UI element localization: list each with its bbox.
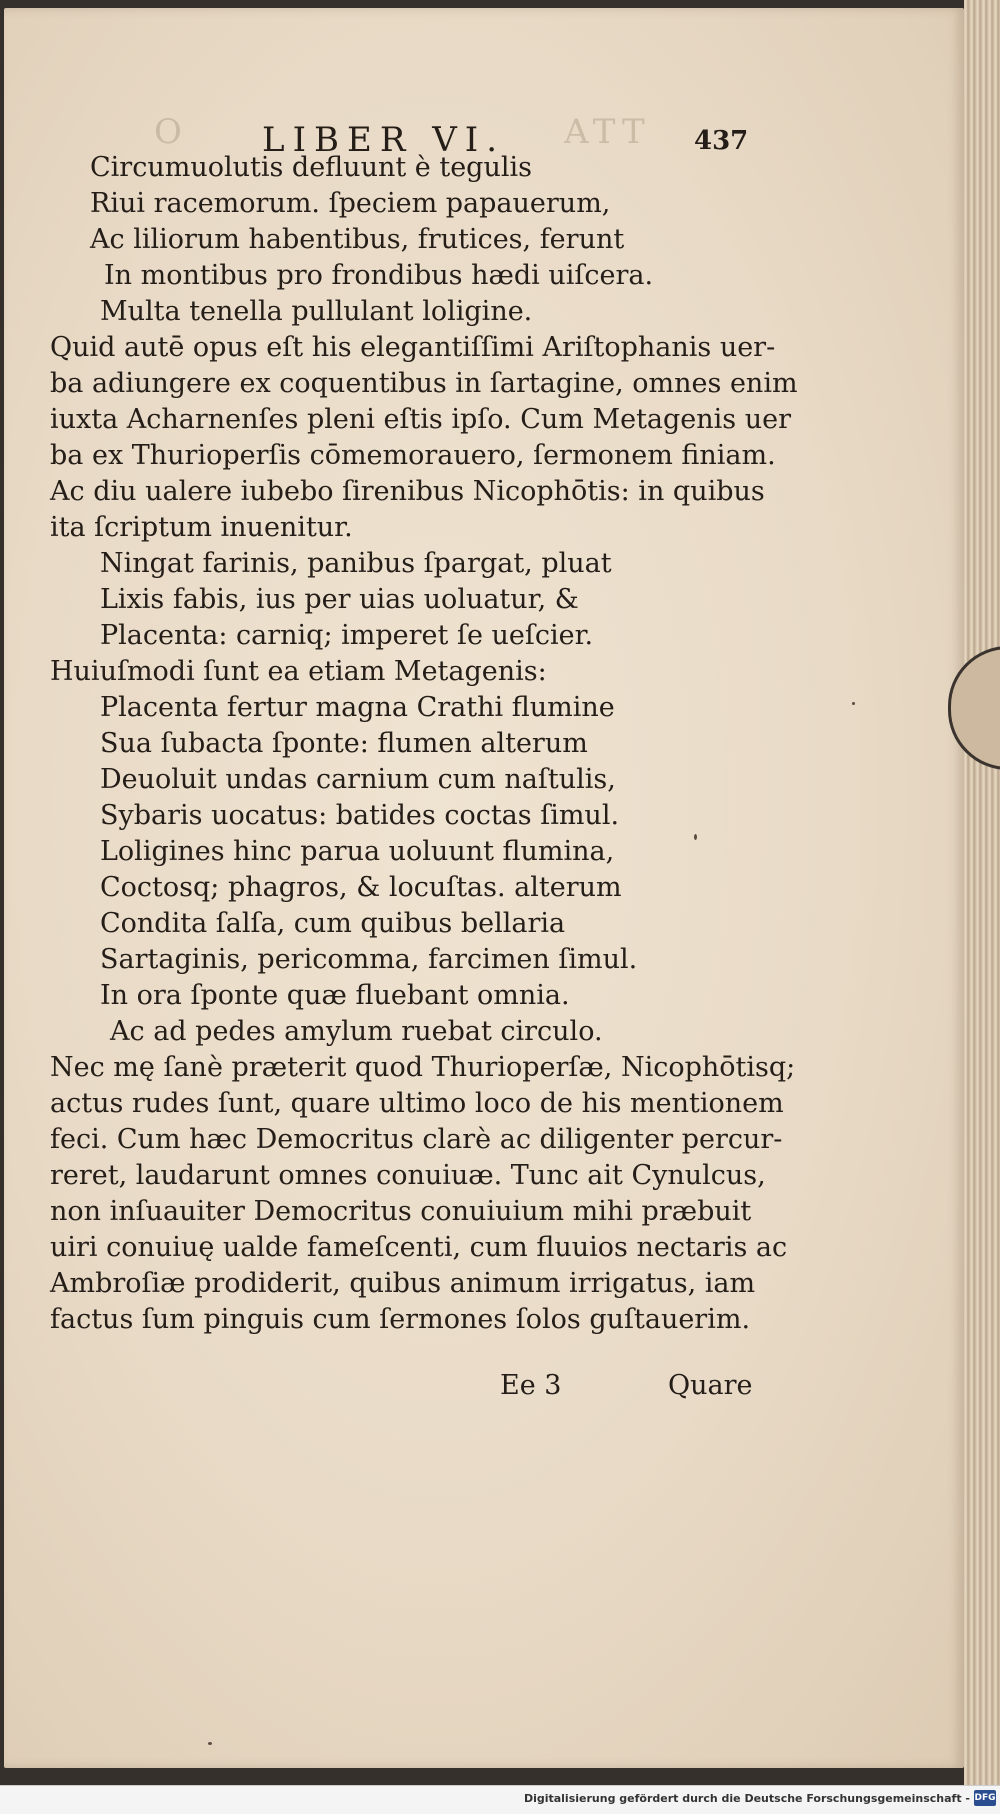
ink-speck xyxy=(852,702,855,705)
dfg-logo-icon: DFG xyxy=(974,1790,996,1806)
text-line: Ac diu ualere iubebo ſirenibus Nicophōtis: in quibus xyxy=(50,476,765,507)
text-line: Multa tenella pullulant loligine. xyxy=(100,296,533,327)
text-line: Deuoluit undas carnium cum naſtulis, xyxy=(100,764,616,795)
digitization-credit: Digitalisierung gefördert durch die Deutsche Forschungsgemeinschaft - xyxy=(523,1792,970,1805)
text-line: ba adiungere ex coquentibus in ſartagine, omnes enim xyxy=(50,368,798,399)
running-head: LIBER VI. xyxy=(262,120,506,160)
text-line: non inſuauiter Democritus conuiuium mihi præbuit xyxy=(50,1196,752,1227)
bleed-through-mark: O xyxy=(154,112,188,152)
digitization-credit-bar xyxy=(0,1785,1000,1814)
text-line: factus ſum pinguis cum ſermones ſolos guſtauerim. xyxy=(50,1304,751,1335)
text-line: feci. Cum hæc Democritus clarè ac diligenter percur- xyxy=(50,1124,783,1155)
text-line: Ac ad pedes amylum ruebat circulo. xyxy=(110,1016,603,1047)
text-line: Sartaginis, pericomma, farcimen ſimul. xyxy=(100,944,638,975)
text-line: Nec mę ſanè præterit quod Thurioperſæ, Nicophōtisq; xyxy=(50,1052,796,1083)
text-line: Huiuſmodi ſunt ea etiam Metagenis: xyxy=(50,656,547,687)
text-line: Ambroſiæ prodiderit, quibus animum irrigatus, iam xyxy=(50,1268,756,1299)
text-line: uiri conuiuę ualde fameſcenti, cum fluuios nectaris ac xyxy=(50,1232,788,1263)
text-line: Riui racemorum. ſpeciem papauerum, xyxy=(90,188,611,219)
text-line: Circumuolutis defluunt è tegulis xyxy=(90,152,532,183)
text-line: Quid autē opus eſt his elegantiſſimi Ariſtophanis uer- xyxy=(50,332,776,363)
text-line: ita ſcriptum inuenitur. xyxy=(50,512,353,543)
text-line: Sybaris uocatus: batides coctas ſimul. xyxy=(100,800,620,831)
text-line: In ora ſponte quæ fluebant omnia. xyxy=(100,980,570,1011)
text-line: iuxta Acharnenſes pleni eſtis ipſo. Cum Metagenis uer xyxy=(50,404,792,435)
text-line: Placenta fertur magna Crathi flumine xyxy=(100,692,615,723)
text-line: Lixis fabis, ius per uias uoluatur, & xyxy=(100,584,579,615)
signature-mark: Ee 3 xyxy=(500,1370,562,1401)
text-line: Ac liliorum habentibus, frutices, ferunt xyxy=(90,224,625,255)
text-line: Placenta: carniq; imperet ſe ueſcier. xyxy=(100,620,594,651)
text-line: In montibus pro frondibus hædi uiſcera. xyxy=(104,260,654,291)
text-line: actus rudes ſunt, quare ultimo loco de his mentionem xyxy=(50,1088,784,1119)
book-page xyxy=(4,8,964,1768)
text-line: Condita ſalſa, cum quibus bellaria xyxy=(100,908,566,939)
text-line: ba ex Thurioperſis cōmemorauero, ſermonem finiam. xyxy=(50,440,776,471)
page-fore-edge xyxy=(964,0,1000,1785)
text-line: reret, laudarunt omnes conuiuæ. Tunc ait Cynulcus, xyxy=(50,1160,766,1191)
text-line: Ningat farinis, panibus ſpargat, pluat xyxy=(100,548,612,579)
text-line: Sua ſubacta ſponte: flumen alterum xyxy=(100,728,588,759)
ink-speck xyxy=(208,1742,212,1745)
text-line: Loligines hinc parua uoluunt flumina, xyxy=(100,836,615,867)
page-number: 437 xyxy=(694,126,749,156)
ink-speck xyxy=(694,834,697,840)
catchword: Quare xyxy=(668,1370,753,1401)
bleed-through-mark: ATT xyxy=(564,112,651,152)
text-line: Coctosq; phagros, & locuſtas. alterum xyxy=(100,872,622,903)
